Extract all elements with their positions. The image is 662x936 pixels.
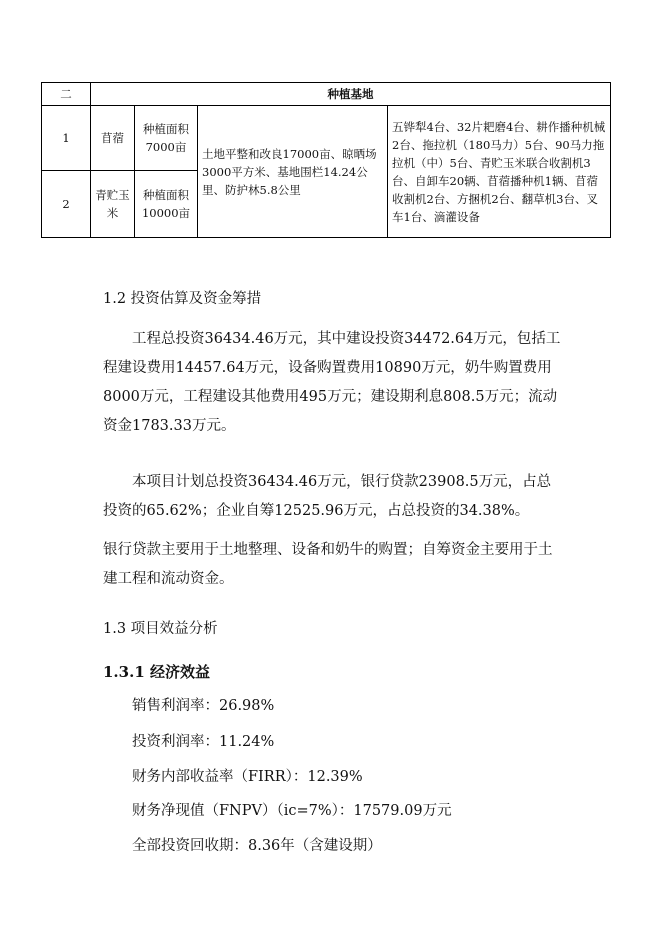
metric-sales-profit: 销售利润率：26.98% [132,698,275,714]
metric-fnpv: 财务净现值（FNPV）（ic=7%）：17579.09万元 [132,803,452,819]
planting-scale: 种植面积7000亩 [135,106,198,171]
equipment-table [41,82,611,238]
section-title: 种植基地 [91,83,611,106]
planting-scale: 种植面积10000亩 [135,171,198,238]
paragraph-investment: 工程总投资36434.46万元，其中建设投资34472.64万元，包括工程建设费用14457.64万元，设备购置费用10890万元，奶牛购置费用8000万元，工程建设其他费用495万元；建设期利息808.5万元；流动资金1783.33万元。 [103,331,561,434]
table-section-row [42,83,611,106]
row-number: 2 [42,171,91,238]
metric-payback: 全部投资回收期：8.36年（含建设期） [132,838,382,854]
metric-investment-profit: 投资利润率：11.24% [132,734,275,750]
section-number: 二 [42,83,91,106]
crop-name: 苜蓿 [91,106,135,171]
row-number: 1 [42,106,91,171]
equipment-list: 五铧犁4台、32片耙磨4台、耕作播种机械2台、拖拉机（180马力）5台、90马力拖拉机（中）5台、青贮玉米联合收割机3台、自卸车20辆、苜蓿播种机1辆、苜蓿收割机2台、方捆机2台、翻草机3台、叉车1台、滴灌设备 [388,106,611,238]
paragraph-funding: 本项目计划总投资36434.46万元，银行贷款23908.5万元，占总投资的65.62%；企业自筹12525.96万元，占总投资的34.38%。 [103,474,552,519]
paragraph-usage: 银行贷款主要用于土地整理、设备和奶牛的购置；自筹资金主要用于土建工程和流动资金。 [103,542,553,587]
construction-content: 土地平整和改良17000亩、晾晒场3000平方米、基地围栏14.24公里、防护林5.8公里 [198,106,388,238]
heading-1-2: 1.2 投资估算及资金筹措 [103,291,262,307]
crop-name: 青贮玉米 [91,171,135,238]
heading-1-3-1: 1.3.1 经济效益 [103,663,210,681]
table-row [42,106,611,171]
heading-1-3: 1.3 项目效益分析 [103,621,218,637]
metric-firr: 财务内部收益率（FIRR）：12.39% [132,769,363,785]
